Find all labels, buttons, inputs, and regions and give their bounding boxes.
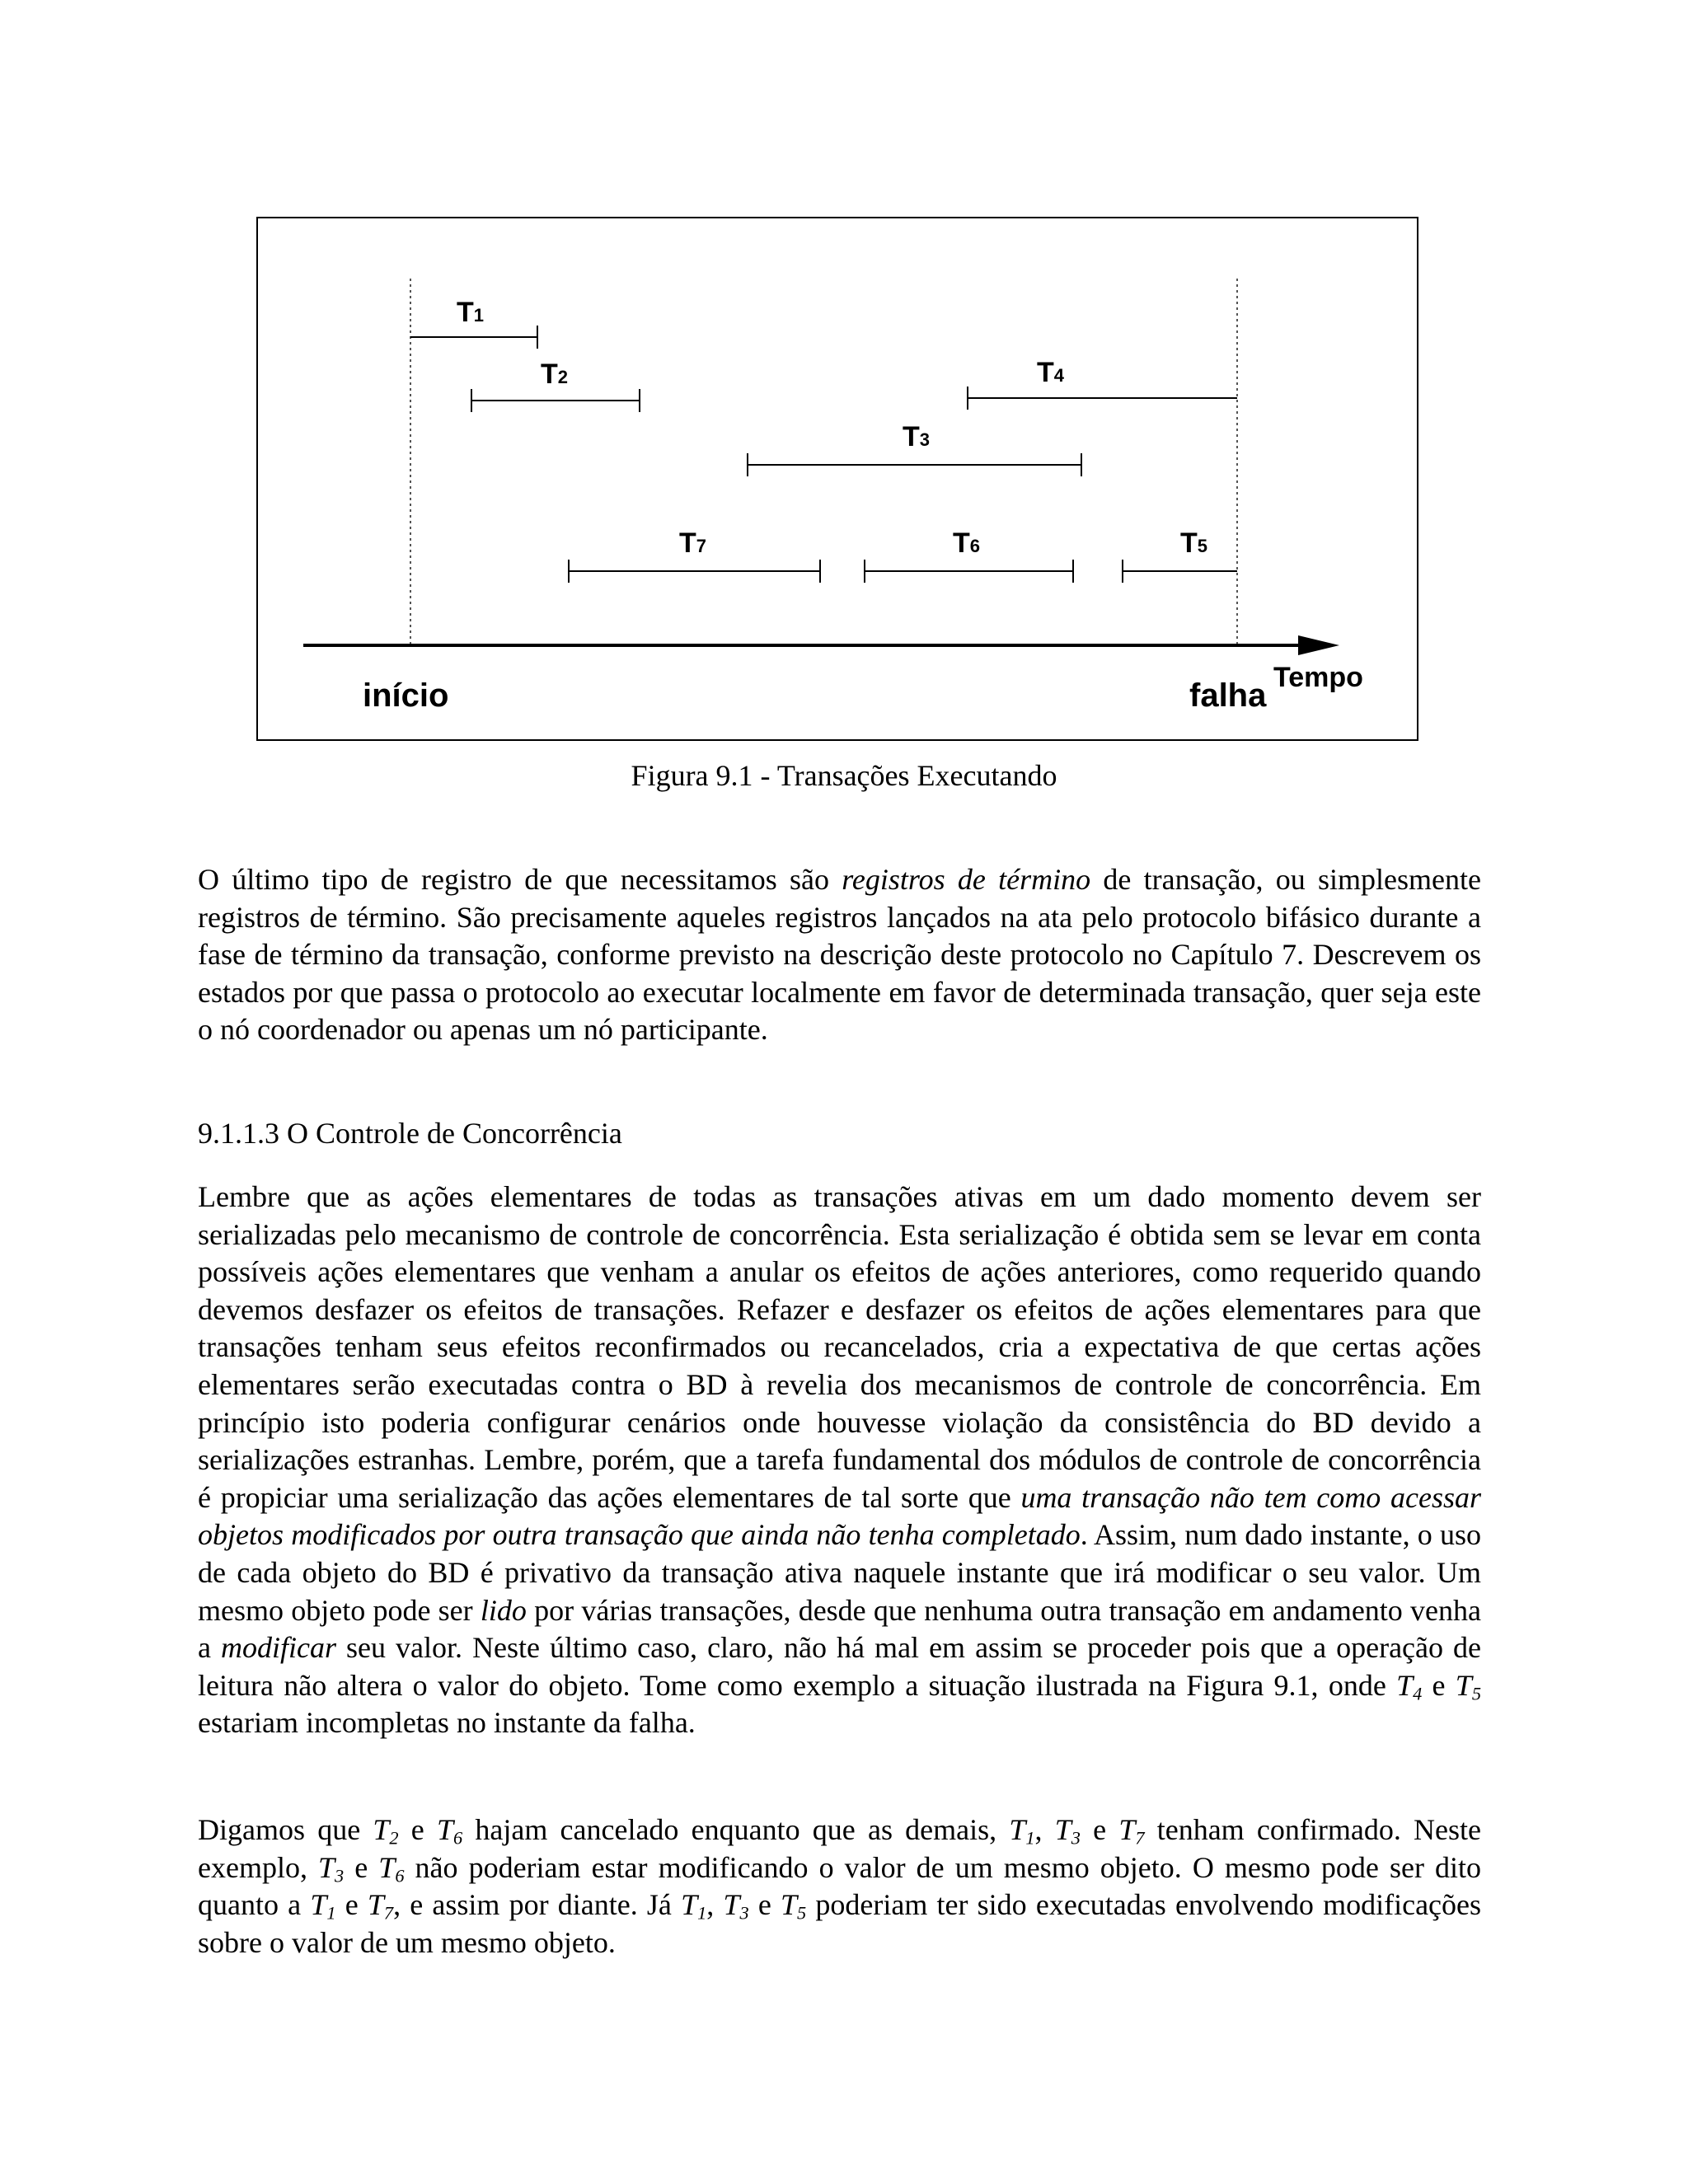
failure-label: falha xyxy=(1189,677,1267,714)
transaction-t6 xyxy=(865,527,1073,583)
figure-caption: Figura 9.1 - Transações Executando xyxy=(631,759,1057,792)
svg-text:T5: T5 xyxy=(1180,527,1208,559)
svg-text:T2: T2 xyxy=(541,359,569,390)
time-axis-arrowhead xyxy=(1298,635,1339,655)
svg-text:T3: T3 xyxy=(903,421,931,452)
transaction-t4 xyxy=(968,357,1237,410)
svg-text:T6: T6 xyxy=(953,527,981,559)
transaction-timeline-diagram xyxy=(258,218,1420,743)
paragraph-termination-records: O último tipo de registro de que necessitamos são registros de término de transação, ou simplesmente registros de término. São precisamente aqueles registros lançados na ata pelo protocolo bifásico durante a fase de término da transação, conforme previsto na descrição deste protocolo no Capítulo 7. Descrevem os estados por que passa o protocolo ao executar localmente em favor de determinada transação, quer seja este o nó coordenador ou apenas um nó participante. xyxy=(198,863,1482,1047)
paragraph-concurrency-control: Lembre que as ações elementares de todas as transações ativas em um dado momento devem ser serializadas pelo mecanismo de controle de concorrência. Esta serialização é obtida sem se levar em conta possíveis ações elementares que venham a anular os efeitos de ações anteriores, como requerido quando devemos desfazer os efeitos de transações. Refazer e desfazer os efeitos de ações elementares para que transações tenham seus efeitos reconfirmados ou recancelados, cria a expectativa de que certas ações elementares serão executadas contra o BD à revelia dos mecanismos de controle de concorrência. Em princípio isto poderia configurar cenários onde houvesse violação da consistência do BD devido a serializações estranhas. Lembre, porém, que a tarefa fundamental dos módulos de controle de concorrência é propiciar uma serialização das ações elementares de tal sorte que uma transação não tem como acessar objetos modificados por outra transação que ainda não tenha completado. Assim, num dado instante, o uso de cada objeto do BD é privativo da transação ativa naquele instante que irá modificar o seu valor. Um mesmo objeto pode ser lido por várias transações, desde que nenhuma outra transação em andamento venha a modificar seu valor. Neste último caso, claro, não há mal em assim se proceder pois que a operação de leitura não altera o valor do objeto. Tome como exemplo a situação ilustrada na Figura 9.1, onde $T_4$ e $T_5$ estariam incompletas no instante da falha. xyxy=(198,1180,1482,1740)
transaction-t3 xyxy=(748,421,1081,476)
section-heading: 9.1.1.3 O Controle de Concorrência xyxy=(198,1117,622,1150)
transaction-t2 xyxy=(471,359,640,412)
start-label: início xyxy=(363,677,449,714)
svg-text:T1: T1 xyxy=(457,297,485,328)
svg-text:T4: T4 xyxy=(1037,357,1065,388)
figure-frame xyxy=(256,217,1418,741)
time-axis-label: Tempo xyxy=(1273,662,1363,693)
transaction-t1 xyxy=(410,297,537,349)
svg-text:T7: T7 xyxy=(679,527,707,559)
paragraph-example: Digamos que $T_2$ e $T_6$ hajam cancelado enquanto que as demais, $T_1$, $T_3$ e $T_7$ tenham confirmado. Neste exemplo, $T_3$ e $T_6$ não poderiam estar modificando o valor de um mesmo objeto. O mesmo pode ser dito quanto a $T_1$ e $T_7$, e assim por diante. Já $T_1$, $T_3$ e $T_5$ poderiam ter sido executadas envolvendo modificações sobre o valor de um mesmo objeto. xyxy=(198,1813,1482,1959)
transaction-t7 xyxy=(569,527,820,583)
transaction-t5 xyxy=(1123,527,1237,583)
